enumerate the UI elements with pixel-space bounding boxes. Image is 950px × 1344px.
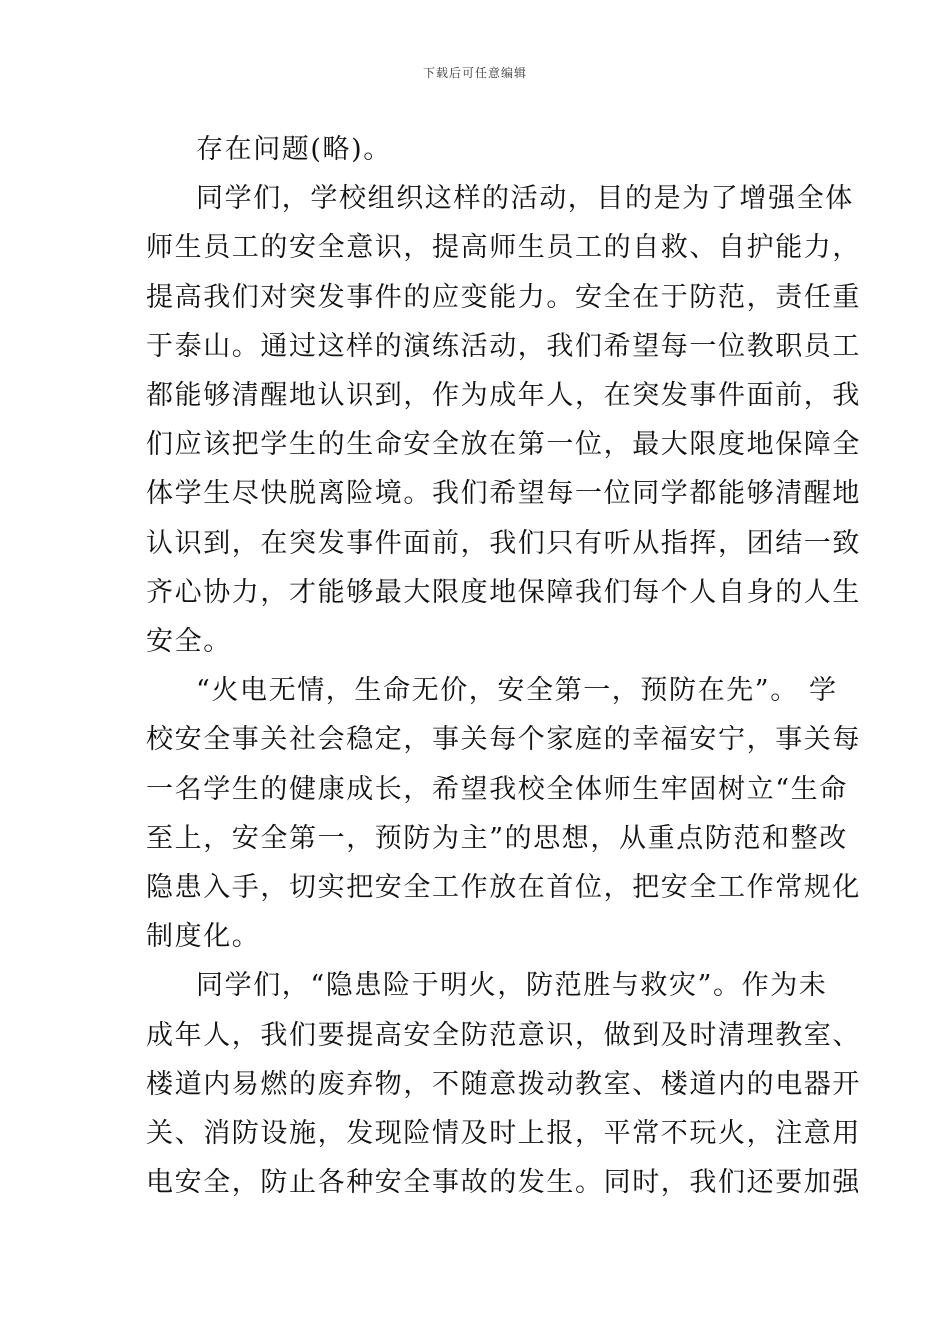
text-line: 存在问题(略)。 xyxy=(196,134,392,165)
text-line: 安全。 xyxy=(146,626,232,657)
text-line: 们应该把学生的生命安全放在第一位，最大限度地保障全 xyxy=(146,429,861,461)
text-line: 同学们，学校组织这样的活动，目的是为了增强全体 xyxy=(196,183,854,215)
text-line: 校安全事关社会稳定，事关每个家庭的幸福安宁，事关每 xyxy=(146,724,861,756)
text-line: 隐患入手，切实把安全工作放在首位，把安全工作常规化 xyxy=(146,872,861,903)
text-line: 同学们，“隐患险于明火，防范胜与救灾”。作为未 xyxy=(196,970,828,1002)
text-line: 电安全，防止各种安全事故的发生。同时，我们还要加强 xyxy=(146,1167,861,1199)
text-line: 师生员工的安全意识，提高师生员工的自救、自护能力， xyxy=(146,232,861,264)
text-line: “火电无情，生命无价，安全第一，预防在先”。 学 xyxy=(196,675,838,707)
page-header: 下载后可任意编辑 xyxy=(422,66,527,80)
text-line: 体学生尽快脱离险境。我们希望每一位同学都能够清醒地 xyxy=(146,478,861,510)
text-line: 成年人，我们要提高安全防范意识，做到及时清理教室、 xyxy=(146,1019,861,1051)
text-line: 认识到，在突发事件面前，我们只有听从指挥，团结一致 xyxy=(146,527,861,559)
text-line: 于泰山。通过这样的演练活动，我们希望每一位教职员工 xyxy=(146,330,861,362)
text-line: 一名学生的健康成长，希望我校全体师生牢固树立“生命 xyxy=(146,773,848,805)
text-line: 关、消防设施，发现险情及时上报，平常不玩火，注意用 xyxy=(146,1118,861,1149)
text-line: 制度化。 xyxy=(146,921,261,953)
text-line: 提高我们对突发事件的应变能力。安全在于防范，责任重 xyxy=(146,281,861,313)
text-line: 至上，安全第一，预防为主”的思想，从重点防范和整改 xyxy=(146,822,848,854)
text-line: 楼道内易燃的废弃物，不随意拨动教室、楼道内的电器开 xyxy=(146,1068,861,1100)
text-line: 齐心协力，才能够最大限度地保障我们每个人自身的人生 xyxy=(146,576,861,608)
text-line: 都能够清醒地认识到，作为成年人，在突发事件面前，我 xyxy=(146,380,861,411)
